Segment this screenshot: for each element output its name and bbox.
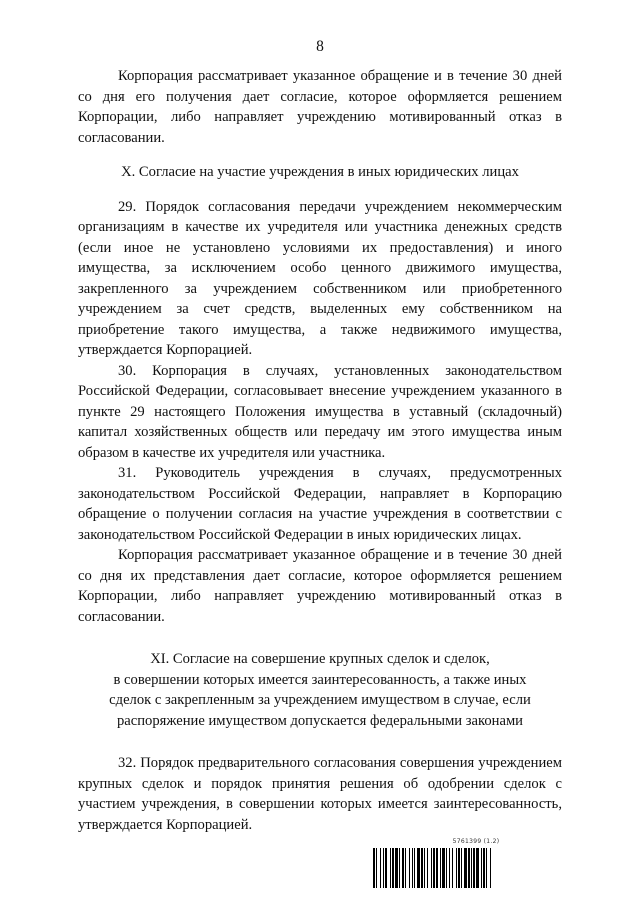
paragraph-29: 29. Порядок согласования передачи учреждением некоммерческим организациям в качестве их учредителя или участника денежных средств (если иное не установлено условиями их предоставления) и иного имущества, за исключением особо ценного движимого имущества, закрепленного за учреждением собственником или приобретенного учреждением за счет средств, выделенных ему собственником на приобретение такого имущества, а также недвижимого имущества, утверждается Корпорацией. xyxy=(78,198,562,358)
barcode-stripe xyxy=(421,848,423,888)
barcode-stripe xyxy=(486,848,487,888)
paragraph-30: 30. Корпорация в случаях, установленных законодательством Российской Федерации, согласовывает внесение учреждением указанного в пункте 29 настоящего Положения имущества в уставный (складочный) капитал хозяйственных обществ или передачу им этого имущества иным образом в качестве их учредителя или участника. xyxy=(78,362,562,461)
spacer xyxy=(78,183,562,197)
barcode-stripe xyxy=(409,848,410,888)
barcode-stripe xyxy=(402,848,404,888)
barcode-caption: 5761399 (1.2) xyxy=(452,838,500,845)
paragraph-31: 31. Руководитель учреждения в случаях, предусмотренных законодательством Российской Федерации, направляет в Корпорацию обращение о получении согласия на участие учреждения в соответствии с законодательством Российской Федерации в иных юридических лицах. xyxy=(78,465,562,543)
section-heading-xi-line: XI. Согласие на совершение крупных сделок и сделок, xyxy=(150,651,490,667)
page-number: 8 xyxy=(316,38,324,55)
barcode-stripe xyxy=(468,848,470,888)
barcode-stripe xyxy=(424,848,425,888)
barcode-stripe xyxy=(464,848,467,888)
section-heading-xi-line: распоряжение имуществом допускается федеральными законами xyxy=(117,712,523,729)
barcode-stripe xyxy=(380,848,381,888)
barcode-stripe xyxy=(473,848,475,888)
spacer xyxy=(78,731,562,753)
section-heading-xi xyxy=(78,649,562,731)
barcode-stripe xyxy=(385,848,387,888)
barcode-stripe xyxy=(390,848,391,888)
barcode-stripe xyxy=(383,848,384,888)
barcode-stripe xyxy=(452,848,453,888)
barcode-stripe xyxy=(481,848,482,888)
barcode-stripe xyxy=(449,848,450,888)
spacer xyxy=(78,627,562,649)
barcode-stripe xyxy=(483,848,485,888)
barcode-stripe xyxy=(471,848,472,888)
barcode-stripe xyxy=(405,848,406,888)
barcode-stripe xyxy=(427,848,428,888)
barcode-stripe xyxy=(436,848,438,888)
spacer xyxy=(78,148,562,162)
document-body xyxy=(78,66,562,835)
barcode-icon xyxy=(372,848,580,888)
barcode-stripe xyxy=(490,848,491,888)
barcode-stripe xyxy=(440,848,441,888)
barcode-stripe xyxy=(433,848,435,888)
barcode-stripe xyxy=(392,848,394,888)
barcode-stripe xyxy=(442,848,445,888)
barcode-stripe xyxy=(414,848,415,888)
barcode-stripe xyxy=(399,848,400,888)
barcode-stripe xyxy=(446,848,447,888)
paragraph-32: 32. Порядок предварительного согласования совершения учреждением крупных сделок и порядок принятия решения об одобрении сделок с участием учреждения, в совершении которых имеется заинтересованность, утверждается Корпорацией. xyxy=(78,755,562,833)
barcode-stripe xyxy=(373,848,375,888)
barcode-stripe xyxy=(456,848,457,888)
barcode-stripe xyxy=(476,848,479,888)
section-heading-xi-line: сделок с закрепленным за учреждением имуществом в случае, если xyxy=(109,692,531,708)
barcode-stripe xyxy=(376,848,377,888)
section-heading-x: X. Согласие на участие учреждения в иных юридических лицах xyxy=(121,164,519,180)
barcode-stripe xyxy=(417,848,420,888)
paragraph-31-approval: Корпорация рассматривает указанное обращение и в течение 30 дней со дня их представления дает согласие, которое оформляется решением Корпорации, либо направляет учреждению мотивированный отказ в согласовании. xyxy=(78,547,562,625)
barcode-block xyxy=(372,838,580,890)
barcode-stripe xyxy=(458,848,460,888)
section-heading-xi-line: в совершении которых имеется заинтересованность, а также иных xyxy=(113,671,527,688)
barcode-stripe xyxy=(431,848,432,888)
barcode-stripe xyxy=(412,848,413,888)
paragraph-approval-decision: Корпорация рассматривает указанное обращение и в течение 30 дней со дня его получения дает согласие, которое оформляется решением Корпорации, либо направляет учреждению мотивированный отказ в согласовании. xyxy=(78,68,562,146)
barcode-stripe xyxy=(461,848,462,888)
barcode-stripe xyxy=(395,848,398,888)
